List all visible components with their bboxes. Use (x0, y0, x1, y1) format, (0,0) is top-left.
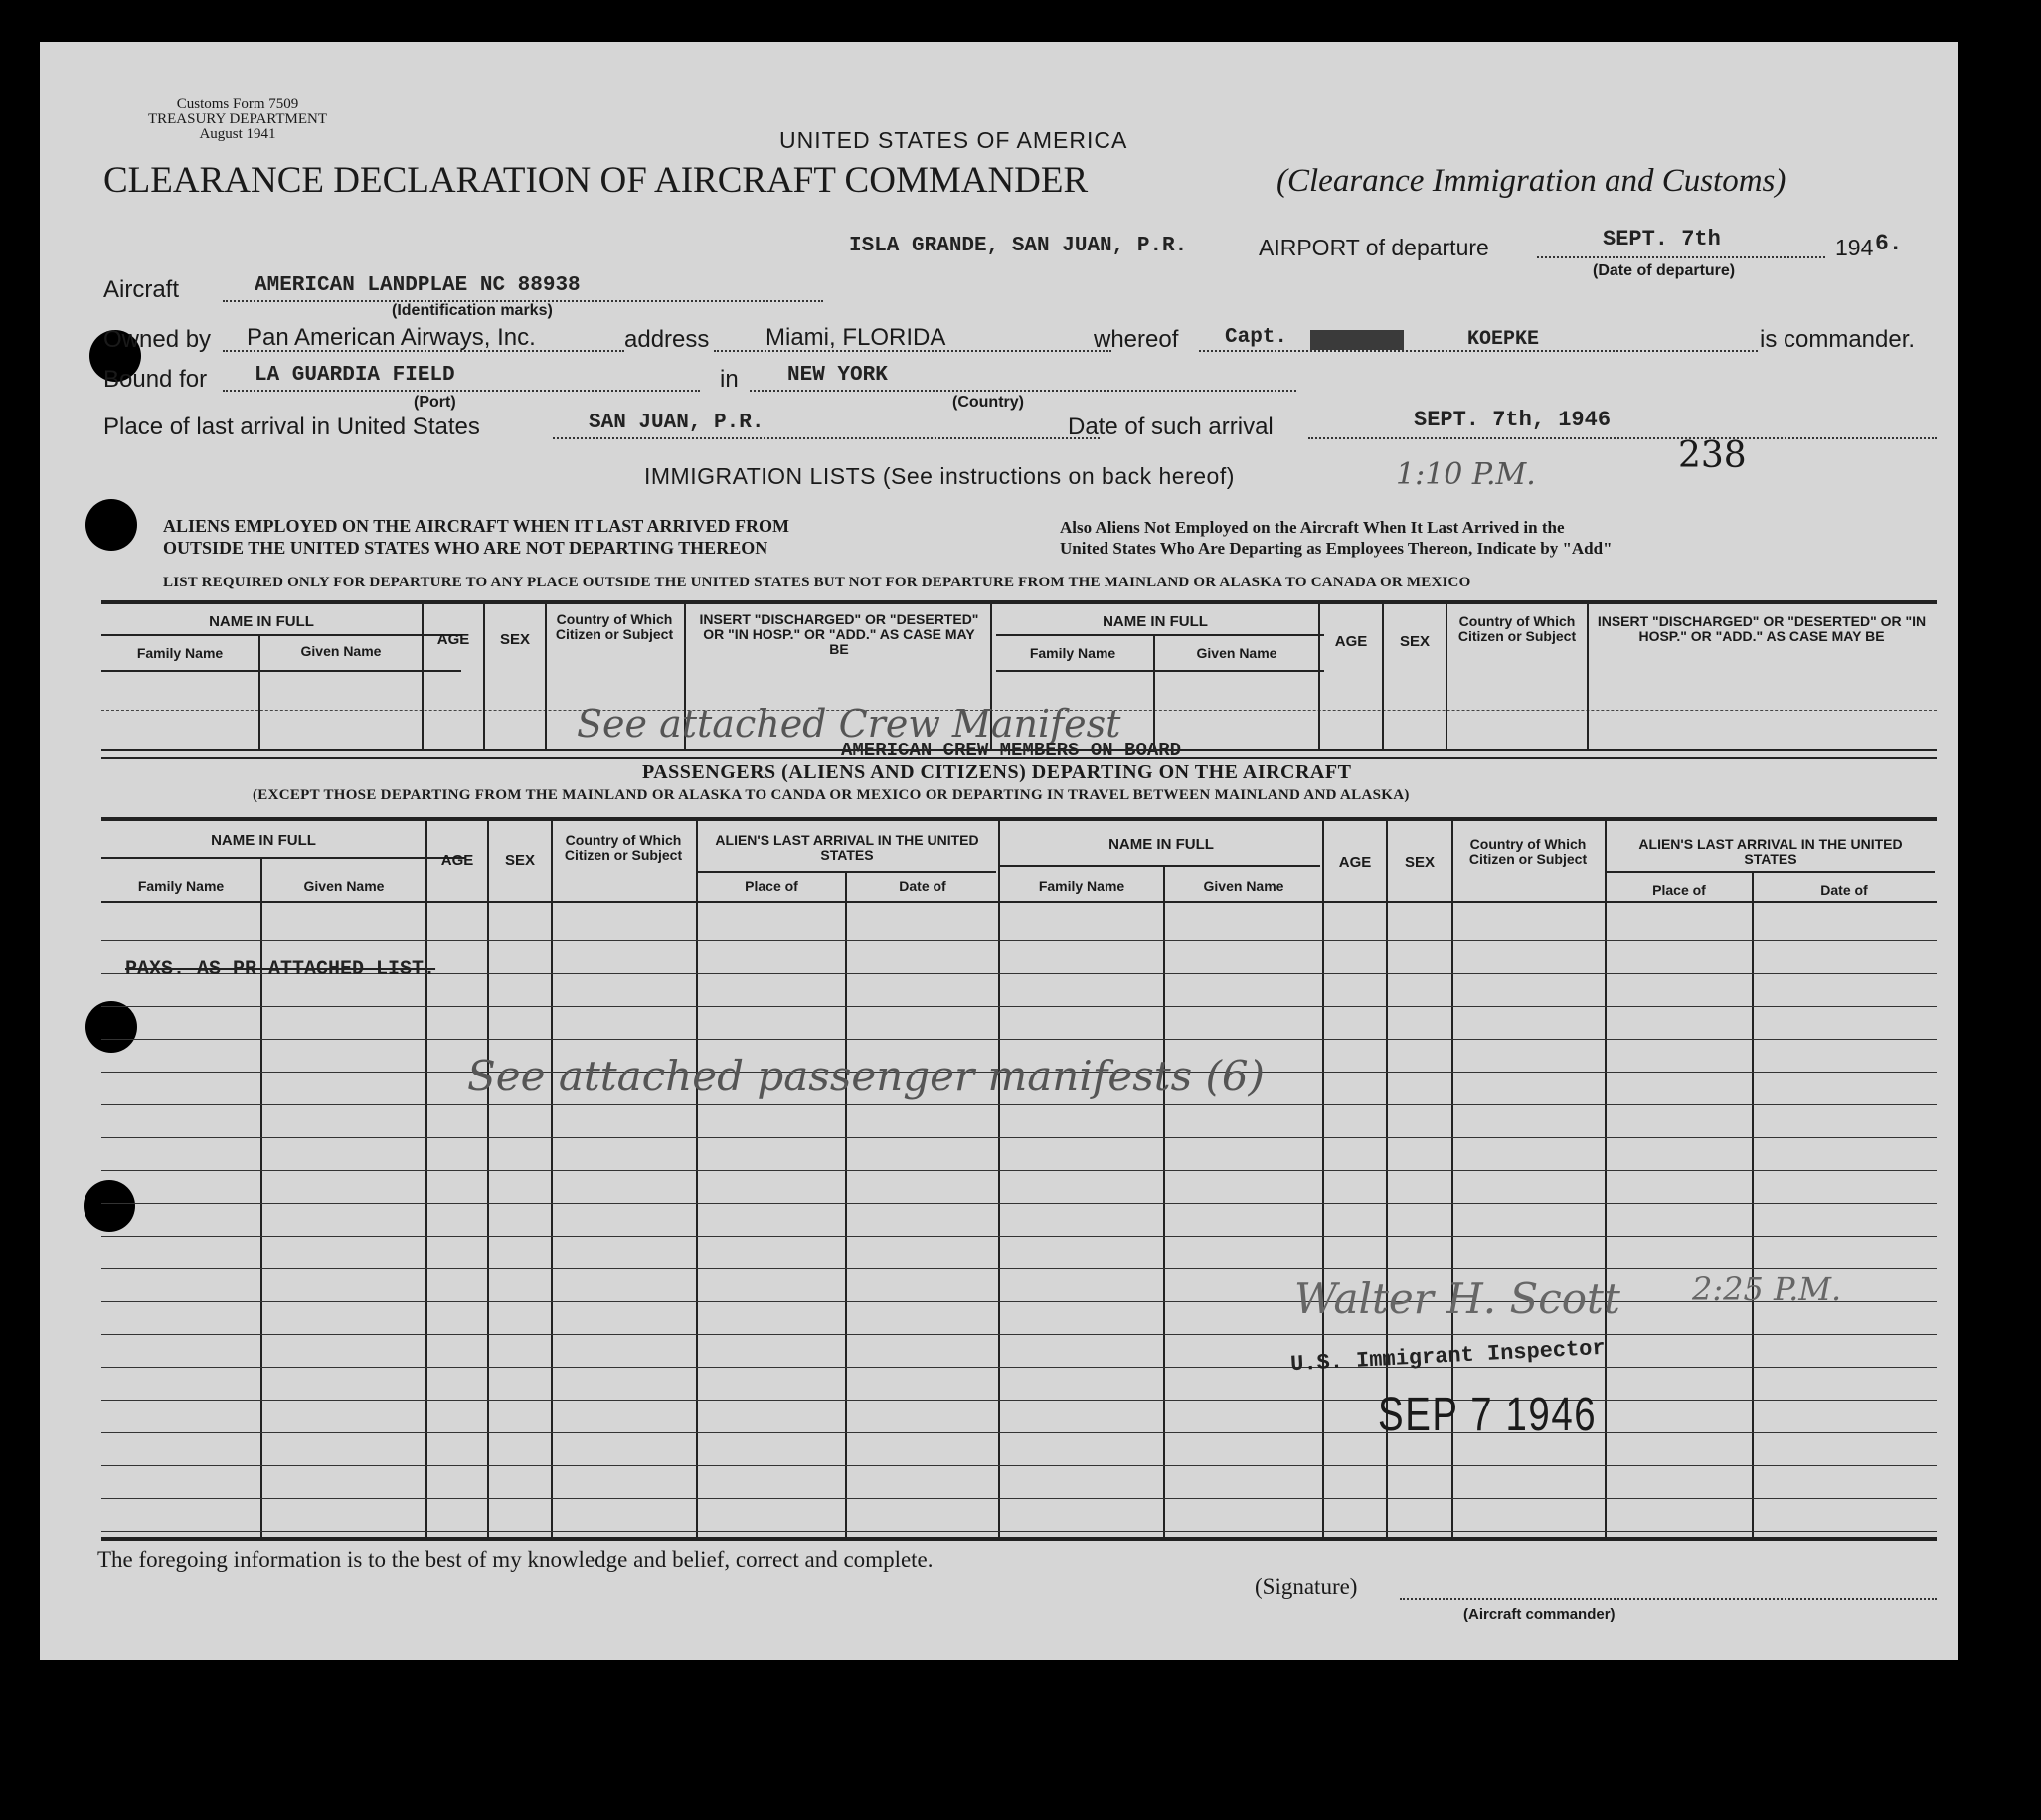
country-caption: (Country) (952, 394, 1024, 411)
pax-col-date-right: Date of (1820, 882, 1868, 898)
commander-name: KOEPKE (1467, 328, 1540, 351)
form-id-block (103, 97, 372, 142)
pax-col-family-left: Family Name (137, 878, 225, 894)
crew-count-typed: AMERICAN CREW MEMBERS ON BOARD (841, 740, 1182, 761)
aliens-col-name-right: NAME IN FULL (1103, 613, 1208, 630)
table-row (101, 1400, 1937, 1401)
last-arrival-label: Place of last arrival in United States (103, 414, 480, 440)
aliens-col-given-right: Given Name (1196, 645, 1277, 661)
list-required-note: LIST REQUIRED ONLY FOR DEPARTURE TO ANY PLACE OUTSIDE THE UNITED STATES BUT NOT FOR DEPARTURE FROM THE MAINLAND OR ALASKA TO CANADA OR MEXICO (163, 575, 1471, 590)
form-sheet (40, 42, 1958, 1660)
table-row (101, 1301, 1937, 1302)
pax-col-name-right: NAME IN FULL (1108, 836, 1214, 853)
arrival-date-value: SEPT. 7th, 1946 (1414, 408, 1612, 432)
whereof-label: whereof (1094, 326, 1179, 353)
aliens-col-given-left: Given Name (300, 643, 382, 659)
signature-caption: (Aircraft commander) (1463, 1606, 1616, 1623)
departure-date-value: SEPT. 7th (1603, 227, 1721, 251)
port-caption: (Port) (414, 394, 456, 411)
table-row (101, 1006, 1937, 1007)
last-arrival-line (553, 437, 1100, 439)
aliens-col-insert-right: INSERT "DISCHARGED" OR "DESERTED" OR "IN HOSP." OR "ADD." AS CASE MAY BE (1597, 613, 1927, 644)
aliens-col-country-right: Country of Which Citizen or Subject (1457, 613, 1577, 644)
aliens-col-family-left: Family Name (136, 645, 224, 661)
owner-value: Pan American Airways, Inc. (247, 324, 536, 351)
bound-country-line (750, 390, 1296, 392)
passenger-manifest-handwritten: See attached passenger manifests (6) (467, 1052, 1266, 1100)
pax-col-given-right: Given Name (1203, 878, 1284, 894)
aliens-left-heading: ALIENS EMPLOYED ON THE AIRCRAFT WHEN IT LAST ARRIVED FROM OUTSIDE THE UNITED STATES WHO ARE NOT DEPARTING THEREON (163, 516, 789, 558)
punch-hole (85, 1001, 137, 1053)
country-heading: UNITED STATES OF AMERICA (779, 127, 1128, 153)
departure-airport-label: AIRPORT of departure (1259, 235, 1489, 260)
punch-hole (85, 499, 137, 551)
bound-port-value: LA GUARDIA FIELD (255, 364, 455, 387)
aliens-right-heading: Also Aliens Not Employed on the Aircraft When It Last Arrived in the United States Who Are Departing as Employees Thereon, Indicate by "Add" (1060, 518, 1613, 558)
table-row (101, 1531, 1937, 1532)
pax-col-sex-right: SEX (1404, 854, 1435, 871)
pax-col-place-right: Place of (1652, 882, 1706, 898)
pax-col-age-left: AGE (440, 852, 474, 869)
aliens-col-sex-right: SEX (1399, 633, 1430, 650)
signature-line (1400, 1598, 1937, 1600)
arrival-date-label: Date of such arrival (1068, 414, 1274, 440)
table-row (101, 1498, 1937, 1499)
commander-title: Capt. (1225, 326, 1288, 349)
pax-col-age-right: AGE (1338, 854, 1372, 871)
table-row (101, 1465, 1937, 1466)
pax-col-country-left: Country of Which Citizen or Subject (564, 832, 683, 863)
crew-manifest-handwritten: See attached Crew Manifest (577, 702, 1121, 745)
signature-label: (Signature) (1255, 1574, 1358, 1599)
time-note: 1:10 P.M. (1396, 457, 1536, 492)
aliens-col-age-right: AGE (1334, 633, 1368, 650)
punch-hole (84, 1180, 135, 1232)
pax-col-name-left: NAME IN FULL (211, 832, 316, 849)
table-row (101, 1039, 1937, 1040)
bound-country-value: NEW YORK (787, 364, 888, 387)
footer-statement: The foregoing information is to the best of my knowledge and belief, correct and complete. (97, 1547, 934, 1572)
pax-col-arrival-left: ALIEN'S LAST ARRIVAL IN THE UNITED STATES (715, 832, 979, 863)
pax-col-country-right: Country of Which Citizen or Subject (1468, 836, 1588, 867)
table-row (101, 940, 1937, 941)
table-row (101, 1367, 1937, 1368)
arrival-date-line (1308, 437, 1937, 439)
passengers-heading: PASSENGERS (ALIENS AND CITIZENS) DEPARTING ON THE AIRCRAFT (642, 761, 1352, 783)
table-row (101, 1432, 1937, 1433)
bound-port-line (223, 390, 700, 392)
table-row (101, 1268, 1937, 1269)
aliens-col-insert-left: INSERT "DISCHARGED" OR "DESERTED" OR "IN HOSP." OR "ADD." AS CASE MAY BE (699, 611, 979, 657)
aliens-col-sex-left: SEX (499, 631, 530, 648)
pax-col-arrival-right: ALIEN'S LAST ARRIVAL IN THE UNITED STATES (1638, 836, 1903, 867)
owner-label: Owned by (103, 326, 212, 353)
bound-in-label: in (720, 366, 739, 393)
bound-label: Bound for (103, 366, 208, 393)
form-date: August 1941 (199, 126, 276, 142)
form-number: Customs Form 7509 (176, 96, 299, 112)
table-row (101, 1203, 1937, 1204)
aliens-col-age-left: AGE (436, 631, 470, 648)
passengers-subheading: (EXCEPT THOSE DEPARTING FROM THE MAINLAND OR ALASKA TO CANDA OR MEXICO OR DEPARTING IN TRAVEL BETWEEN MAINLAND AND ALASKA) (253, 787, 1410, 803)
address-value: Miami, FLORIDA (765, 324, 946, 351)
inspector-time: 2:25 P.M. (1692, 1270, 1842, 1308)
table-row (101, 1334, 1937, 1335)
commander-suffix: is commander. (1760, 326, 1916, 353)
aliens-col-country-left: Country of Which Citizen or Subject (555, 611, 674, 642)
table-row (101, 1170, 1937, 1171)
inspector-signature: Walter H. Scott (1294, 1274, 1620, 1323)
departure-date-line (1537, 256, 1825, 258)
pax-col-place-left: Place of (745, 878, 798, 894)
aircraft-caption: (Identification marks) (392, 302, 553, 319)
aliens-col-name-left: NAME IN FULL (209, 613, 314, 630)
pax-typed-entry: PAXS. AS PR ATTACHED LIST. (125, 958, 436, 981)
last-arrival-value: SAN JUAN, P.R. (589, 412, 765, 434)
table-row (101, 1236, 1937, 1237)
aircraft-label: Aircraft (103, 276, 180, 303)
form-subtitle: (Clearance Immigration and Customs) (1276, 163, 1786, 199)
immigration-title: IMMIGRATION LISTS (See instructions on back hereof) (644, 463, 1235, 489)
pax-col-given-left: Given Name (303, 878, 385, 894)
pax-col-family-right: Family Name (1038, 878, 1125, 894)
table-row (101, 1137, 1937, 1138)
inspector-title: U.S. Immigrant Inspector (1289, 1335, 1607, 1378)
inspector-date-stamp: SEP 7 1946 (1378, 1389, 1598, 1441)
pax-col-date-left: Date of (899, 878, 946, 894)
table-row (101, 1104, 1937, 1105)
commander-strikeout (1310, 330, 1404, 350)
departure-year-suffix: 6. (1875, 231, 1903, 256)
departure-year-prefix: 194 (1835, 235, 1874, 260)
aircraft-value: AMERICAN LANDPLAE NC 88938 (255, 274, 581, 297)
departure-date-caption: (Date of departure) (1593, 262, 1736, 279)
form-title: CLEARANCE DECLARATION OF AIRCRAFT COMMANDER (103, 160, 1089, 201)
department-name: TREASURY DEPARTMENT (147, 111, 328, 127)
stamp-number: 238 (1678, 435, 1747, 476)
departure-airport-value: ISLA GRANDE, SAN JUAN, P.R. (849, 235, 1188, 257)
address-label: address (624, 326, 710, 353)
pax-col-sex-left: SEX (504, 852, 535, 869)
aliens-col-family-right: Family Name (1029, 645, 1116, 661)
